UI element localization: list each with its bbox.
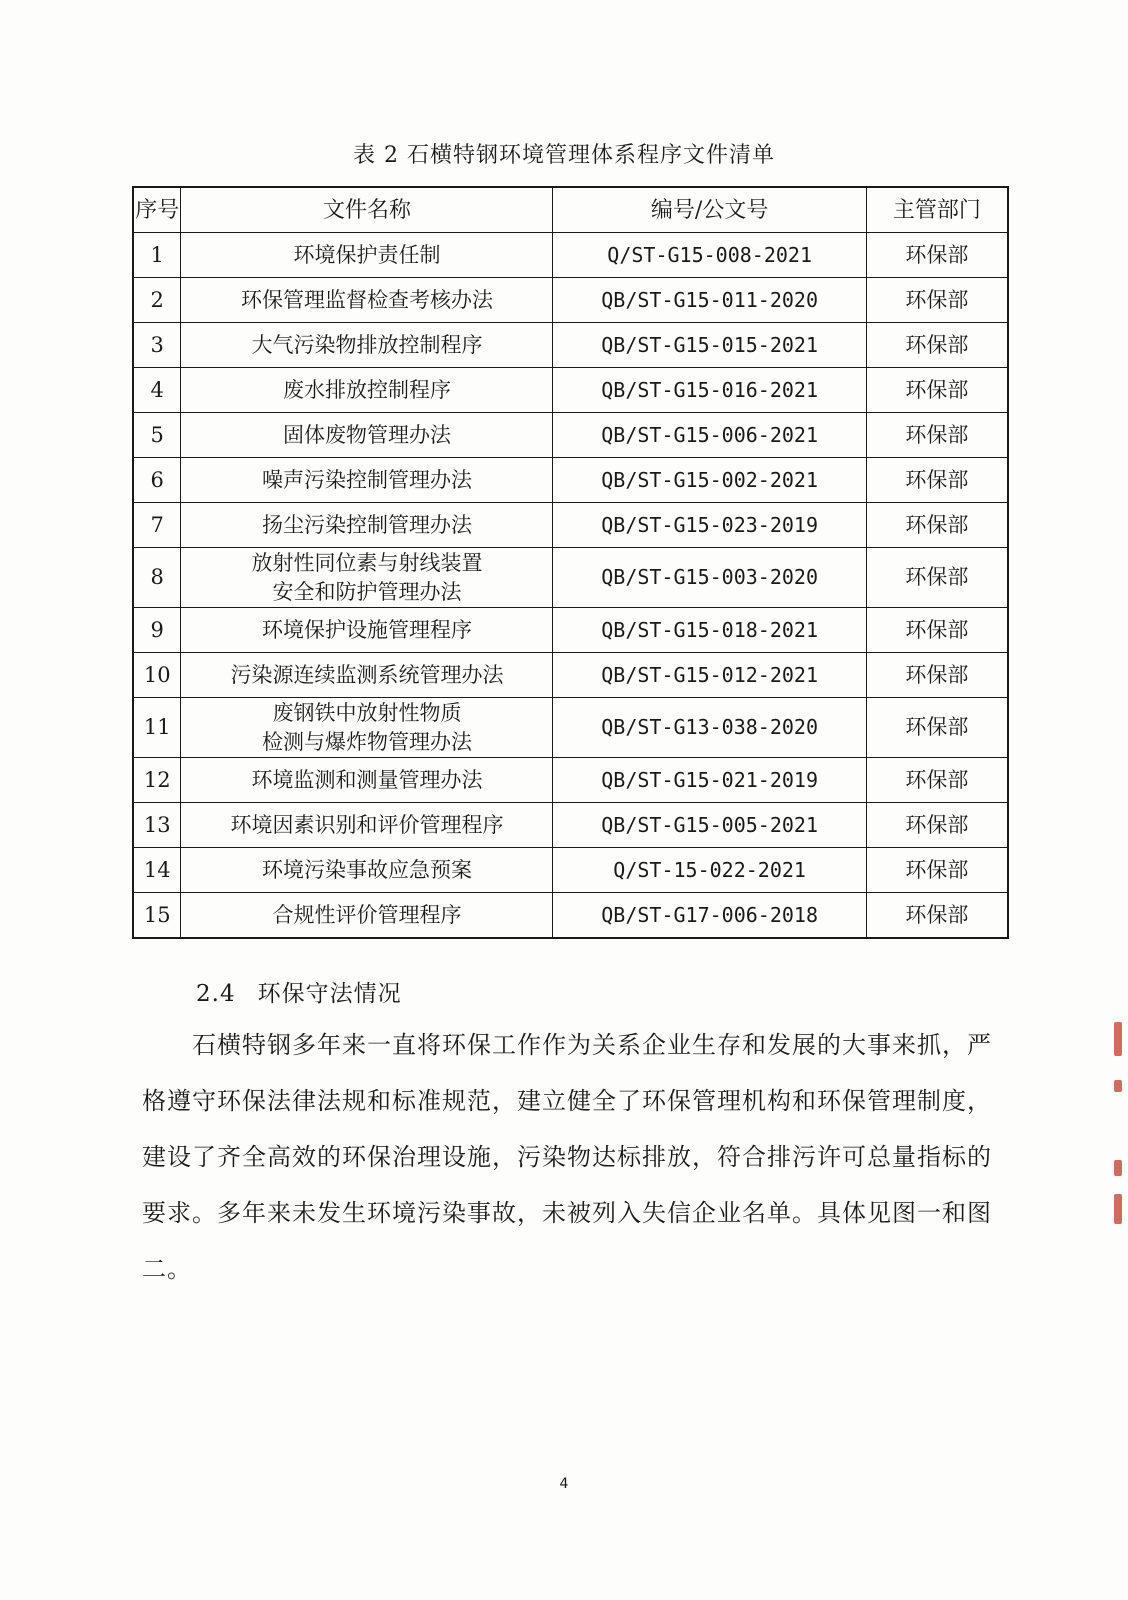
row-no: 10 — [133, 653, 181, 698]
row-code: QB/ST-G15-003-2020 — [553, 548, 866, 608]
section-number: 2.4 — [196, 981, 236, 1007]
row-no: 6 — [133, 458, 181, 503]
row-name: 环境监测和测量管理办法 — [181, 758, 553, 803]
row-no: 2 — [133, 278, 181, 323]
row-dept: 环保部 — [866, 548, 1008, 608]
row-code: QB/ST-G15-015-2021 — [553, 323, 866, 368]
row-code: Q/ST-G15-008-2021 — [553, 233, 866, 278]
row-no: 8 — [133, 548, 181, 608]
row-no: 12 — [133, 758, 181, 803]
row-name: 固体废物管理办法 — [181, 413, 553, 458]
table-title: 表 2 石横特钢环境管理体系程序文件清单 — [353, 143, 775, 168]
row-code: QB/ST-G15-016-2021 — [553, 368, 866, 413]
row-name: 环保管理监督检查考核办法 — [181, 278, 553, 323]
row-code: QB/ST-G15-006-2021 — [553, 413, 866, 458]
header-no: 序号 — [133, 187, 181, 233]
row-dept: 环保部 — [866, 503, 1008, 548]
row-name: 环境污染事故应急预案 — [181, 848, 553, 893]
row-name: 环境保护责任制 — [181, 233, 553, 278]
row-name: 环境保护设施管理程序 — [181, 608, 553, 653]
row-code: QB/ST-G15-005-2021 — [553, 803, 866, 848]
row-code: QB/ST-G15-018-2021 — [553, 608, 866, 653]
row-no: 1 — [133, 233, 181, 278]
row-code: QB/ST-G15-023-2019 — [553, 503, 866, 548]
stamp-edge-mark — [1114, 1194, 1122, 1224]
row-no: 4 — [133, 368, 181, 413]
stamp-edge-mark — [1114, 1160, 1122, 1176]
table-row — [133, 413, 1008, 458]
table-row — [133, 698, 1008, 758]
table-row — [133, 278, 1008, 323]
row-code: QB/ST-G15-002-2021 — [553, 458, 866, 503]
table-row — [133, 758, 1008, 803]
row-name: 环境因素识别和评价管理程序 — [181, 803, 553, 848]
row-name: 大气污染物排放控制程序 — [181, 323, 553, 368]
section-heading — [196, 975, 402, 1008]
table-row — [133, 848, 1008, 893]
row-no: 15 — [133, 893, 181, 939]
row-dept: 环保部 — [866, 803, 1008, 848]
row-no: 11 — [133, 698, 181, 758]
row-no: 5 — [133, 413, 181, 458]
row-dept: 环保部 — [866, 653, 1008, 698]
row-dept: 环保部 — [866, 233, 1008, 278]
stamp-edge-mark — [1114, 1022, 1122, 1056]
body-paragraph: 石横特钢多年来一直将环保工作作为关系企业生存和发展的大事来抓，严格遵守环保法律法规和标准规范，建立健全了环保管理机构和环保管理制度，建设了齐全高效的环保治理设施，污染物达标排放，符合排污许可总量指标的要求。多年来未发生环境污染事故，未被列入失信企业名单。具体见图一和图二。 — [142, 1031, 992, 1283]
row-name: 污染源连续监测系统管理办法 — [181, 653, 553, 698]
row-dept: 环保部 — [866, 698, 1008, 758]
row-name-line: 废钢铁中放射性物质 — [272, 700, 462, 725]
row-name-line: 放射性同位素与射线装置 — [251, 550, 483, 575]
row-code: QB/ST-G15-011-2020 — [553, 278, 866, 323]
row-code: QB/ST-G17-006-2018 — [553, 893, 866, 939]
row-name-line: 安全和防护管理办法 — [272, 579, 462, 604]
row-no: 3 — [133, 323, 181, 368]
table-row — [133, 608, 1008, 653]
procedure-file-table — [132, 186, 1009, 939]
row-dept: 环保部 — [866, 368, 1008, 413]
row-no: 14 — [133, 848, 181, 893]
row-dept: 环保部 — [866, 413, 1008, 458]
row-dept: 环保部 — [866, 608, 1008, 653]
row-no: 7 — [133, 503, 181, 548]
table-row — [133, 323, 1008, 368]
row-code: QB/ST-G15-021-2019 — [553, 758, 866, 803]
row-dept: 环保部 — [866, 278, 1008, 323]
table-row — [133, 458, 1008, 503]
row-code: QB/ST-G13-038-2020 — [553, 698, 866, 758]
header-dept: 主管部门 — [866, 187, 1008, 233]
table-row — [133, 233, 1008, 278]
header-code: 编号/公文号 — [553, 187, 866, 233]
row-no: 13 — [133, 803, 181, 848]
row-name: 扬尘污染控制管理办法 — [181, 503, 553, 548]
row-name-line: 检测与爆炸物管理办法 — [261, 729, 472, 754]
table-row — [133, 503, 1008, 548]
table-row — [133, 893, 1008, 939]
row-name: 废水排放控制程序 — [181, 368, 553, 413]
row-name: 合规性评价管理程序 — [181, 893, 553, 939]
row-no: 9 — [133, 608, 181, 653]
row-name: 噪声污染控制管理办法 — [181, 458, 553, 503]
row-name — [181, 698, 553, 758]
row-dept: 环保部 — [866, 758, 1008, 803]
table-row — [133, 803, 1008, 848]
page-number: 4 — [559, 1476, 569, 1492]
row-dept: 环保部 — [866, 458, 1008, 503]
row-code: QB/ST-G15-012-2021 — [553, 653, 866, 698]
table-row — [133, 548, 1008, 608]
row-dept: 环保部 — [866, 848, 1008, 893]
table-header-row — [133, 187, 1008, 233]
table-row — [133, 368, 1008, 413]
table-row — [133, 653, 1008, 698]
stamp-edge-mark — [1114, 1080, 1122, 1092]
row-dept: 环保部 — [866, 323, 1008, 368]
section-title: 环保守法情况 — [257, 981, 402, 1007]
row-code: Q/ST-15-022-2021 — [553, 848, 866, 893]
header-name: 文件名称 — [181, 187, 553, 233]
row-name — [181, 548, 553, 608]
row-dept: 环保部 — [866, 893, 1008, 939]
